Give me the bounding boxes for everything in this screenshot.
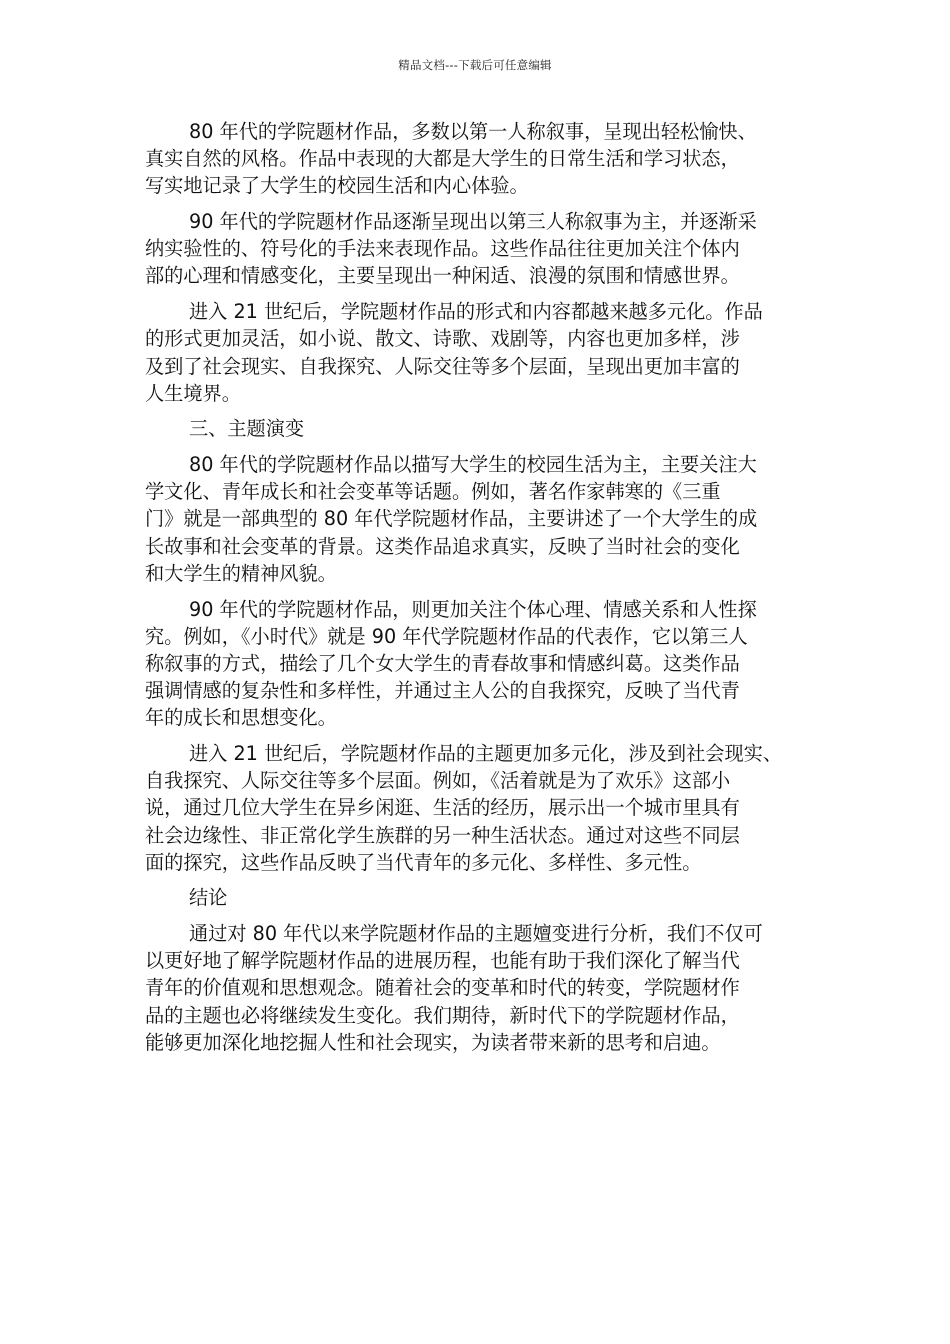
text-line: 部的心理和情感变化，主要呈现出一种闲适、浪漫的氛围和情感世界。	[145, 264, 740, 288]
text-line: 写实地记录了大学生的校园生活和内心体验。	[145, 174, 529, 198]
text-line: 学文化、青年成长和社会变革等话题。例如，著名作家韩寒的《三重	[145, 480, 721, 504]
text-line: 真实自然的风格。作品中表现的大都是大学生的日常生活和学习状态，	[145, 147, 740, 171]
text-line: 自我探究、人际交往等多个层面。例如，《活着就是为了欢乐》这部小	[145, 769, 731, 793]
section-heading	[145, 415, 810, 442]
text-line: 和大学生的精神风貌。	[145, 561, 337, 585]
text-line: 及到了社会现实、自我探究、人际交往等多个层面，呈现出更加丰富的	[145, 354, 740, 378]
paragraph	[145, 451, 810, 587]
paragraph	[145, 298, 810, 407]
paragraph	[145, 920, 810, 1056]
section-heading-text: 三、主题演变	[189, 417, 305, 441]
text-line: 青年的价值观和思想观念。随着社会的变革和时代的转变，学院题材作	[145, 976, 740, 1000]
text-line: 的形式更加灵活，如小说、散文、诗歌、戏剧等，内容也更加多样，涉	[145, 327, 740, 351]
text-line: 品的主题也必将继续发生变化。我们期待，新时代下的学院题材作品，	[145, 1003, 740, 1027]
text-line: 面的探究，这些作品反映了当代青年的多元化、多样性、多元性。	[145, 850, 702, 874]
page-header: 精品文档---下载后可任意编辑	[398, 58, 552, 72]
text-line: 90 年代的学院题材作品，则更加关注个体心理、情感关系和人性探	[189, 597, 757, 621]
text-line: 进入 21 世纪后，学院题材作品的形式和内容都越来越多元化。作品	[189, 300, 763, 324]
text-line: 长故事和社会变革的背景。这类作品追求真实，反映了当时社会的变化	[145, 534, 740, 558]
text-line: 年的成长和思想变化。	[145, 706, 337, 730]
text-line: 通过对 80 年代以来学院题材作品的主题嬗变进行分析，我们不仅可	[189, 922, 763, 946]
text-line: 以更好地了解学院题材作品的进展历程，也能有助于我们深化了解当代	[145, 949, 740, 973]
text-line: 强调情感的复杂性和多样性，并通过主人公的自我探究，反映了当代青	[145, 679, 740, 703]
text-line: 进入 21 世纪后，学院题材作品的主题更加多元化，涉及到社会现实、	[189, 741, 783, 765]
paragraph	[145, 596, 810, 732]
text-line: 门》就是一部典型的 80 年代学院题材作品，主要讲述了一个大学生的成	[145, 507, 758, 531]
text-line: 说，通过几位大学生在异乡闲逛、生活的经历，展示出一个城市里具有	[145, 796, 740, 820]
text-line: 90 年代的学院题材作品逐渐呈现出以第三人称叙事为主，并逐渐采	[189, 210, 757, 234]
section-heading-text: 结论	[189, 886, 228, 910]
paragraph	[145, 740, 810, 876]
text-line: 究。例如，《小时代》就是 90 年代学院题材作品的代表作，它以第三人	[145, 624, 748, 648]
text-line: 称叙事的方式，描绘了几个女大学生的青春故事和情感纠葛。这类作品	[145, 651, 740, 675]
text-line: 纳实验性的、符号化的手法来表现作品。这些作品往往更加关注个体内	[145, 237, 740, 261]
text-line: 能够更加深化地挖掘人性和社会现实，为读者带来新的思考和启迪。	[145, 1030, 721, 1054]
paragraph	[145, 118, 810, 200]
text-line: 80 年代的学院题材作品以描写大学生的校园生活为主，主要关注大	[189, 453, 757, 477]
text-line: 社会边缘性、非正常化学生族群的另一种生活状态。通过对这些不同层	[145, 823, 740, 847]
paragraph	[145, 208, 810, 290]
text-line: 80 年代的学院题材作品，多数以第一人称叙事，呈现出轻松愉快、	[189, 120, 757, 143]
section-heading	[145, 884, 810, 911]
text-line: 人生境界。	[145, 381, 241, 405]
document-body	[145, 118, 810, 1065]
